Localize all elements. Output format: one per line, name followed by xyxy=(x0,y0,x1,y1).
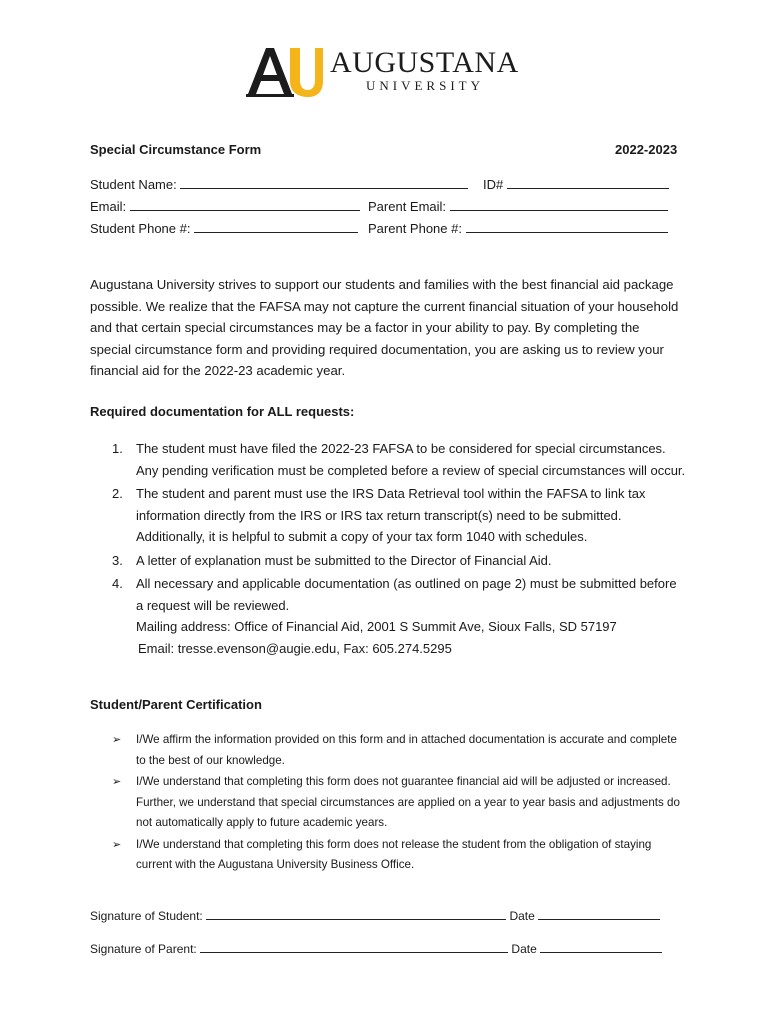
list-item xyxy=(90,483,686,548)
parent-date-label: Date xyxy=(511,942,537,956)
item-text: I/We understand that completing this form does not guarantee financial aid will be adjusted or increased. Further, we understand that special circumstances are applied on a year to year basis and adjustments do not automatically apply to future academic years. xyxy=(136,775,680,829)
list-item xyxy=(90,730,682,771)
student-signature-line[interactable] xyxy=(206,908,506,920)
logo-subname: UNIVERSITY xyxy=(366,78,484,93)
id-label: ID# xyxy=(483,177,504,192)
parent-signature-label: Signature of Parent: xyxy=(90,942,197,956)
parent-email-field[interactable] xyxy=(368,198,668,214)
parent-phone-field[interactable] xyxy=(368,220,668,236)
item-number: 1. xyxy=(112,441,123,456)
item-text: A letter of explanation must be submitted to the Director of Financial Aid. xyxy=(136,552,552,568)
list-item xyxy=(90,835,682,876)
student-phone-label: Student Phone #: xyxy=(90,221,191,236)
item-text: All necessary and applicable documentation (as outlined on page 2) must be submitted before a request will be reviewed. xyxy=(136,576,677,613)
form-year: 2022-2023 xyxy=(615,142,678,157)
item-text: The student and parent must use the IRS Data Retrieval tool within the FAFSA to link tax information directly from the IRS or IRS tax return transcript(s) need to be submitted. Additionally, it is helpful to submit a copy of your tax form 1040 with schedules. xyxy=(136,486,646,544)
parent-signature-line[interactable] xyxy=(200,941,508,953)
item-text: I/We understand that completing this form does not release the student from the obligation of staying current with the Augustana University Business Office. xyxy=(136,837,652,871)
student-phone-line[interactable] xyxy=(194,220,358,233)
certification-list xyxy=(90,730,682,877)
list-item xyxy=(90,550,686,572)
arrow-bullet-icon: ➢ xyxy=(112,838,122,851)
id-field[interactable] xyxy=(483,176,669,192)
student-date-line[interactable] xyxy=(538,908,660,920)
item-number: 3. xyxy=(112,552,123,568)
email-field[interactable] xyxy=(90,198,360,214)
item-text: The student must have filed the 2022-23 FAFSA to be considered for special circumstances. Any pending verification must be completed before a review of special circumstances will occur. xyxy=(136,441,686,478)
parent-email-label: Parent Email: xyxy=(368,199,447,214)
list-item xyxy=(90,772,682,834)
student-date-label: Date xyxy=(509,909,535,923)
student-signature-label: Signature of Student: xyxy=(90,909,203,923)
list-item xyxy=(90,573,686,659)
id-line[interactable] xyxy=(507,176,669,189)
student-name-field[interactable] xyxy=(90,176,468,192)
logo-name: AUGUSTANA xyxy=(330,46,519,79)
student-name-label: Student Name: xyxy=(90,177,177,192)
arrow-bullet-icon: ➢ xyxy=(112,776,122,788)
au-monogram-icon xyxy=(246,44,326,100)
list-item xyxy=(90,438,686,481)
parent-signature-row[interactable] xyxy=(90,941,662,956)
item-number: 4. xyxy=(112,576,123,591)
parent-phone-line[interactable] xyxy=(466,220,668,233)
item-text: I/We affirm the information provided on this form and in attached documentation is accurate and complete to the best of our knowledge. xyxy=(136,733,677,767)
contact-info: Email: tresse.evenson@augie.edu, Fax: 605.274.5295 xyxy=(138,640,452,656)
student-phone-field[interactable] xyxy=(90,220,358,236)
intro-paragraph: Augustana University strives to support our students and families with the best financial aid package possible. We realize that the FAFSA may not capture the current financial situation of your household and that certain special circumstances may be a factor in your ability to pay. By completing the special circumstance form and providing required documentation, you are asking us to review your financial aid for the 2022-23 academic year. xyxy=(90,277,679,378)
student-signature-row[interactable] xyxy=(90,908,660,923)
form-title: Special Circumstance Form xyxy=(90,142,262,157)
arrow-bullet-icon: ➢ xyxy=(112,734,122,746)
parent-phone-label: Parent Phone #: xyxy=(368,221,462,236)
certification-heading: Student/Parent Certification xyxy=(90,697,262,712)
item-number: 2. xyxy=(112,486,123,501)
mailing-address: Mailing address: Office of Financial Aid, 2001 S Summit Ave, Sioux Falls, SD 57197 xyxy=(136,619,617,634)
required-list xyxy=(90,438,686,661)
email-label: Email: xyxy=(90,199,127,214)
augustana-logo xyxy=(246,44,536,100)
parent-email-line[interactable] xyxy=(450,198,668,211)
email-line[interactable] xyxy=(130,198,360,211)
student-name-line[interactable] xyxy=(180,176,468,189)
parent-date-line[interactable] xyxy=(540,941,662,953)
required-heading: Required documentation for ALL requests: xyxy=(90,404,355,419)
